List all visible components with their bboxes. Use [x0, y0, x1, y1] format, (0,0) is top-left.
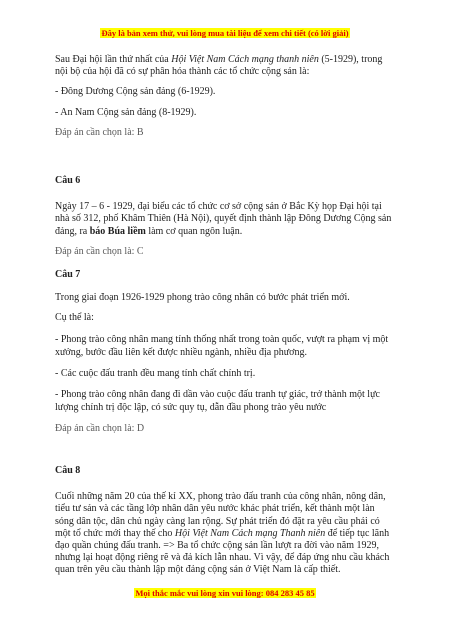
answer-5: Đáp án cần chọn là: B	[55, 126, 144, 138]
q8-title: Câu 8	[55, 465, 81, 477]
q7-lead: Trong giai đoạn 1926-1929 phong trào công nhân có bước phát triển mới.	[55, 292, 350, 304]
q6-title: Câu 6	[55, 175, 81, 187]
q7-item-2: - Các cuộc đấu tranh đều mang tính chất chính trị.	[55, 367, 256, 379]
q8-paragraph: Cuối những năm 20 của thế kỉ XX, phong trào đấu tranh của công nhân, nông dân, tiểu tư sản và các tầng lớp nhân dân yêu nước khác phát triển, kết thành một làn sóng dân tộc, dân chủ ngày càng lan rộng. Sự phát triển đó đặt ra yêu cầu phải có một tổ chức mới thay thế cho Hội Việt Nam Cách mạng Thanh niên để tiếp tục lãnh đạo quần chúng đấu tranh. => Ba tổ chức cộng sản lần lượt ra đời vào năm 1929, nhưng lại hoạt động riêng rẽ và đả kích lẫn nhau. Vì vậy, để đáp ứng nhu cầu khách quan trên yêu cầu thành lập một đảng cộng sản ở Việt Nam là cấp thiết.	[55, 491, 390, 576]
preview-banner: Đây là bản xem thử, vui lòng mua tài liệu để xem chi tiết (có lời giải)	[101, 28, 349, 38]
q7-detail-label: Cụ thể là:	[55, 312, 94, 324]
document-body	[55, 54, 395, 577]
contact-banner: Mọi thắc mắc vui lòng xin vui lòng: 084 283 45 85	[135, 588, 315, 598]
q7-item-3: - Phong trào công nhân đang đi dần vào cuộc đấu tranh tự giác, trở thành một lực lượng chính trị độc lập, có sức quy tụ, dẫn đầu phong trào yêu nước	[55, 388, 380, 414]
answer-7: Đáp án cần chọn là: D	[55, 422, 145, 434]
intro-item-1: - Đông Dương Cộng sản đảng (6-1929).	[55, 86, 216, 98]
intro-item-2: - An Nam Cộng sản đảng (8-1929).	[55, 106, 197, 118]
intro-paragraph: Sau Đại hội lần thứ nhất của Hội Việt Nam Cách mạng thanh niên (5-1929), trong nội bộ của hội đã có sự phân hóa thành các tổ chức cộng sản là:	[55, 54, 383, 78]
q6-paragraph: Ngày 17 – 6 - 1929, đại biểu các tổ chức cơ sở cộng sản ở Bắc Kỳ họp Đại hội tại nhà số 312, phố Khâm Thiên (Hà Nội), quyết định thành lập Đông Dương Cộng sản đảng, ra báo Búa liềm làm cơ quan ngôn luận.	[55, 201, 392, 237]
q7-item-1: - Phong trào công nhân mang tính thống nhất trong toàn quốc, vượt ra phạm vị một xưởng, bước đầu liên kết được nhiều ngành, nhiều địa phương.	[55, 333, 389, 359]
answer-6: Đáp án cần chọn là: C	[55, 245, 144, 257]
q7-title: Câu 7	[55, 269, 81, 281]
